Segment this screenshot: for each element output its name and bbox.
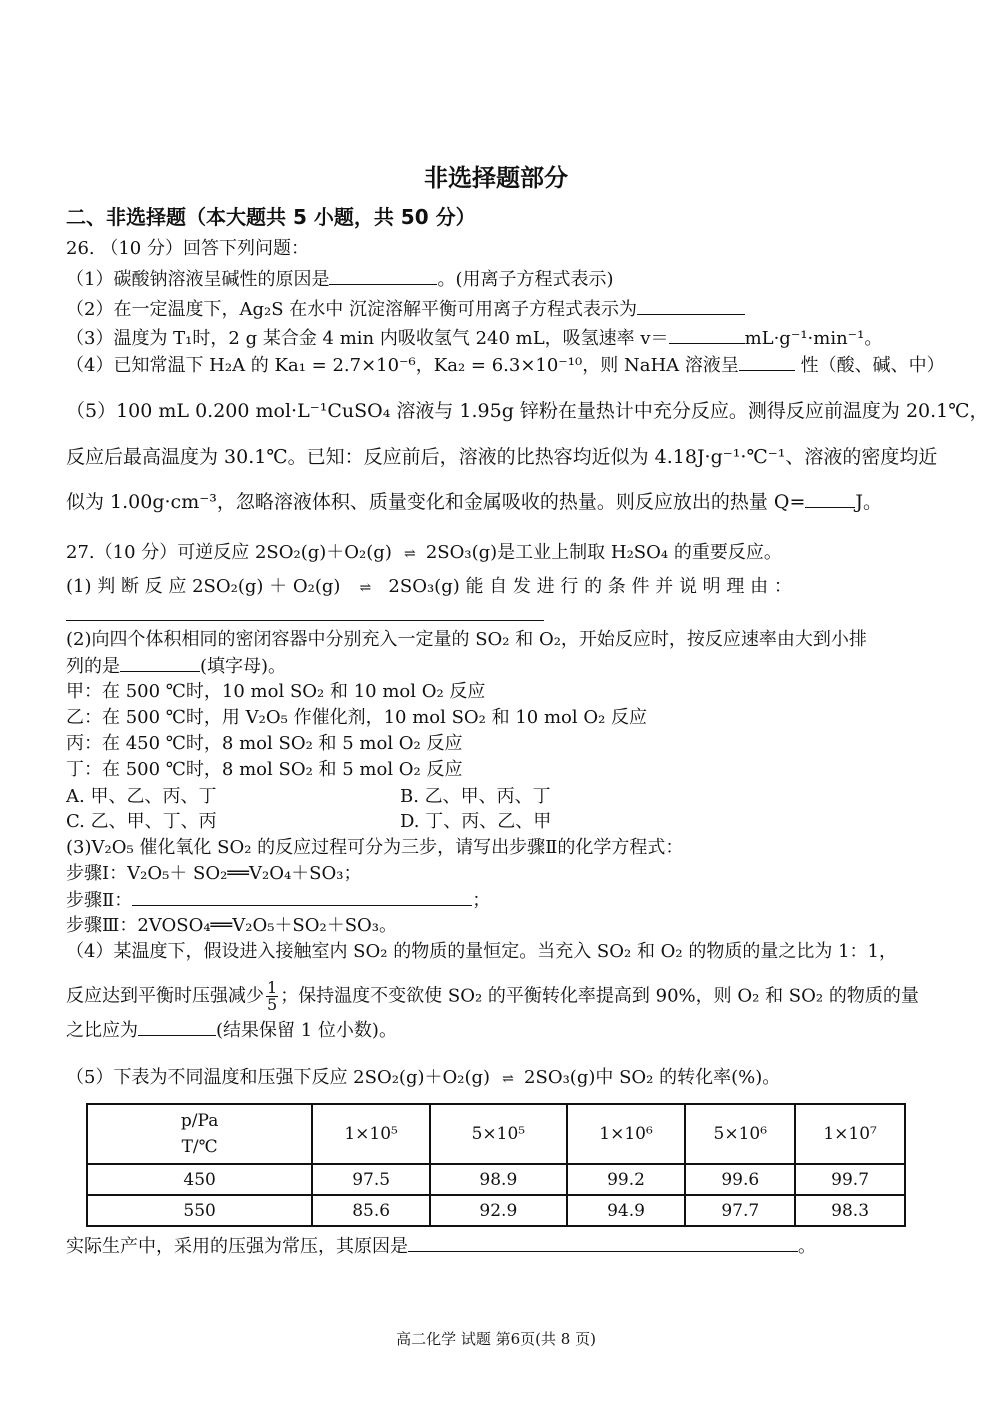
answer-blank[interactable]: [138, 1019, 216, 1036]
q27-final-suffix: 。: [798, 1236, 816, 1257]
condition-jia: 甲：在 500 ℃时，10 mol SO₂ 和 10 mol O₂ 反应: [66, 681, 486, 702]
option-b[interactable]: B. 乙、甲、丙、丁: [400, 786, 551, 807]
pressure-axis-label: p/Pa: [180, 1111, 219, 1131]
option-c[interactable]: C. 乙、甲、丁、丙: [66, 811, 217, 832]
page-title: 非选择题部分: [424, 164, 568, 192]
option-d[interactable]: D. 丁、丙、乙、甲: [400, 811, 552, 832]
q27-part4-line3: [66, 1019, 397, 1042]
pressure-header: 5×10⁵: [430, 1104, 567, 1164]
table-row: [87, 1164, 905, 1195]
q27-part1-text: (1) 判 断 反 应 2SO₂(g) ＋ O₂(g): [66, 576, 341, 597]
temperature-axis-label: T/℃: [181, 1137, 218, 1157]
condition-bing: 丙：在 450 ℃时，8 mol SO₂ 和 5 mol O₂ 反应: [66, 733, 463, 754]
condition-yi: 乙：在 500 ℃时，用 V₂O₅ 作催化剂，10 mol SO₂ 和 10 mol O₂ 反应: [66, 707, 648, 728]
step-2: [66, 889, 490, 912]
q27-part4-line1: （4）某温度下，假设进入接触室内 SO₂ 的物质的量恒定。当充入 SO₂ 和 O₂ 的物质的量之比为 1：1，: [66, 941, 897, 962]
conversion-table: [86, 1103, 906, 1227]
section-heading: 二、非选择题（本大题共 5 小题，共 50 分）: [66, 205, 476, 229]
pressure-header: 1×10⁷: [795, 1104, 905, 1164]
q27-header: [66, 542, 782, 565]
answer-blank[interactable]: [637, 298, 745, 315]
q26-part4-suffix: 性（酸、碱、中）: [794, 355, 945, 376]
q27-part2-suffix: (填字母)。: [200, 656, 287, 677]
q26-part2-text: （2）在一定温度下，Ag₂S 在水中 沉淀溶解平衡可用离子方程式表示为: [66, 299, 637, 320]
q26-part4: [66, 354, 945, 377]
condition-ding: 丁：在 500 ℃时，8 mol SO₂ 和 5 mol O₂ 反应: [66, 759, 463, 780]
equilibrium-arrow-icon: ⇌: [403, 546, 414, 562]
q26-part1-text: （1）碳酸钠溶液呈碱性的原因是: [66, 269, 330, 290]
q27-part4-text-cont: ；保持温度不变欲使 SO₂ 的平衡转化率提高到 90%，则 O₂ 和 SO₂ 的物质的量: [280, 985, 919, 1007]
answer-blank[interactable]: [120, 655, 200, 672]
equilibrium-arrow-icon: ⇌: [359, 580, 370, 596]
table-cell: 97.7: [685, 1195, 795, 1226]
q27-final-text: 实际生产中，采用的压强为常压，其原因是: [66, 1236, 408, 1257]
q27-part2-line1: (2)向四个体积相同的密闭容器中分别充入一定量的 SO₂ 和 O₂，开始反应时，按反应速率由大到小排: [66, 629, 867, 650]
q26-part5-line2: 反应后最高温度为 30.1℃。已知：反应前后，溶液的比热容均近似为 4.18J·g⁻¹·℃⁻¹、溶液的密度均近: [66, 446, 938, 468]
q27-part3: (3)V₂O₅ 催化氧化 SO₂ 的反应过程可分为三步，请写出步骤Ⅱ的化学方程式：: [66, 837, 684, 858]
table-cell: 94.9: [567, 1195, 686, 1226]
q27-part4-prefix: 之比应为: [66, 1020, 138, 1041]
q27-part4-suffix: (结果保留 1 位小数)。: [216, 1020, 397, 1041]
q26-part1: [66, 268, 614, 291]
step-2-suffix: ；: [472, 890, 491, 911]
q27-part4-text: 反应达到平衡时压强减少: [66, 985, 264, 1007]
q26-part1-suffix: 。(用离子方程式表示): [437, 269, 614, 290]
q27-part1-suffix: 2SO₃(g) 能 自 发 进 行 的 条 件 并 说 明 理 由 ：: [388, 576, 792, 597]
answer-blank[interactable]: [408, 1235, 798, 1252]
table-cell: 99.2: [567, 1164, 686, 1195]
answer-blank[interactable]: [805, 491, 855, 508]
q26-part2: [66, 298, 745, 321]
answer-blank[interactable]: [739, 354, 795, 371]
answer-blank[interactable]: [669, 327, 745, 344]
pressure-header: 5×10⁶: [685, 1104, 795, 1164]
table-cell: 92.9: [430, 1195, 567, 1226]
q26-part5-line1: （5）100 mL 0.200 mol·L⁻¹CuSO₄ 溶液与 1.95g 锌粉在量热计中充分反应。测得反应前温度为 20.1℃，: [66, 400, 989, 422]
q26-part3-unit: mL·g⁻¹·min⁻¹。: [744, 328, 883, 349]
table-cell: 99.6: [685, 1164, 795, 1195]
q26-part5-text: 似为 1.00g·cm⁻³，忽略溶液体积、质量变化和金属吸收的热量。则反应放出的热量 Q=: [66, 491, 806, 513]
temperature-cell: 450: [87, 1164, 312, 1195]
q26-part5-unit: J。: [855, 491, 883, 513]
q26-header: 26. （10 分）回答下列问题：: [66, 238, 309, 259]
step-3: 步骤Ⅲ：2VOSO₄══V₂O₅＋SO₂＋SO₃。: [66, 915, 398, 936]
table-cell: 98.3: [795, 1195, 905, 1226]
q27-part5: [66, 1067, 780, 1090]
table-header-row: [87, 1104, 905, 1164]
page-footer: 高二化学 试题 第6页(共 8 页): [396, 1330, 596, 1348]
q27-header-text: 27.（10 分）可逆反应 2SO₂(g)＋O₂(g): [66, 542, 392, 563]
q27-part2-line2: [66, 655, 286, 678]
answer-blank[interactable]: [132, 889, 472, 906]
step-1: 步骤Ⅰ：V₂O₅＋ SO₂══V₂O₄＋SO₃；: [66, 863, 362, 884]
step-2-label: 步骤Ⅱ：: [66, 890, 133, 911]
q26-part3: [66, 327, 882, 350]
table-cell: 98.9: [430, 1164, 567, 1195]
q27-header-suffix: 2SO₃(g)是工业上制取 H₂SO₄ 的重要反应。: [425, 542, 782, 563]
q27-part4-line2: [66, 980, 919, 1013]
equilibrium-arrow-icon: ⇌: [502, 1071, 512, 1087]
q27-part1: [66, 576, 792, 599]
fraction: $\frac{1}{5}$: [267, 978, 278, 1014]
table-row: [87, 1195, 905, 1226]
q27-part2-text: 列的是: [66, 656, 120, 677]
q27-final: [66, 1235, 816, 1258]
table-corner-cell: [87, 1104, 312, 1164]
q27-part5-text: （5）下表为不同温度和压强下反应 2SO₂(g)＋O₂(g): [66, 1067, 491, 1088]
table-cell: 99.7: [795, 1164, 905, 1195]
table-cell: 97.5: [312, 1164, 430, 1195]
pressure-header: 1×10⁵: [312, 1104, 430, 1164]
q26-part3-text: （3）温度为 T₁时，2 g 某合金 4 min 内吸收氢气 240 mL，吸氢速率 v＝: [66, 328, 669, 349]
q26-part5-line3: [66, 491, 882, 513]
q27-part5-suffix: 2SO₃(g)中 SO₂ 的转化率(%)。: [524, 1067, 781, 1088]
answer-line[interactable]: [66, 620, 544, 621]
table-cell: 85.6: [312, 1195, 430, 1226]
answer-blank[interactable]: [329, 268, 437, 285]
q26-part4-text: （4）已知常温下 H₂A 的 Ka₁ = 2.7×10⁻⁶，Ka₂ = 6.3×10⁻¹⁰，则 NaHA 溶液呈: [66, 355, 739, 376]
pressure-header: 1×10⁶: [567, 1104, 686, 1164]
temperature-cell: 550: [87, 1195, 312, 1226]
option-a[interactable]: A. 甲、乙、丙、丁: [66, 786, 217, 807]
